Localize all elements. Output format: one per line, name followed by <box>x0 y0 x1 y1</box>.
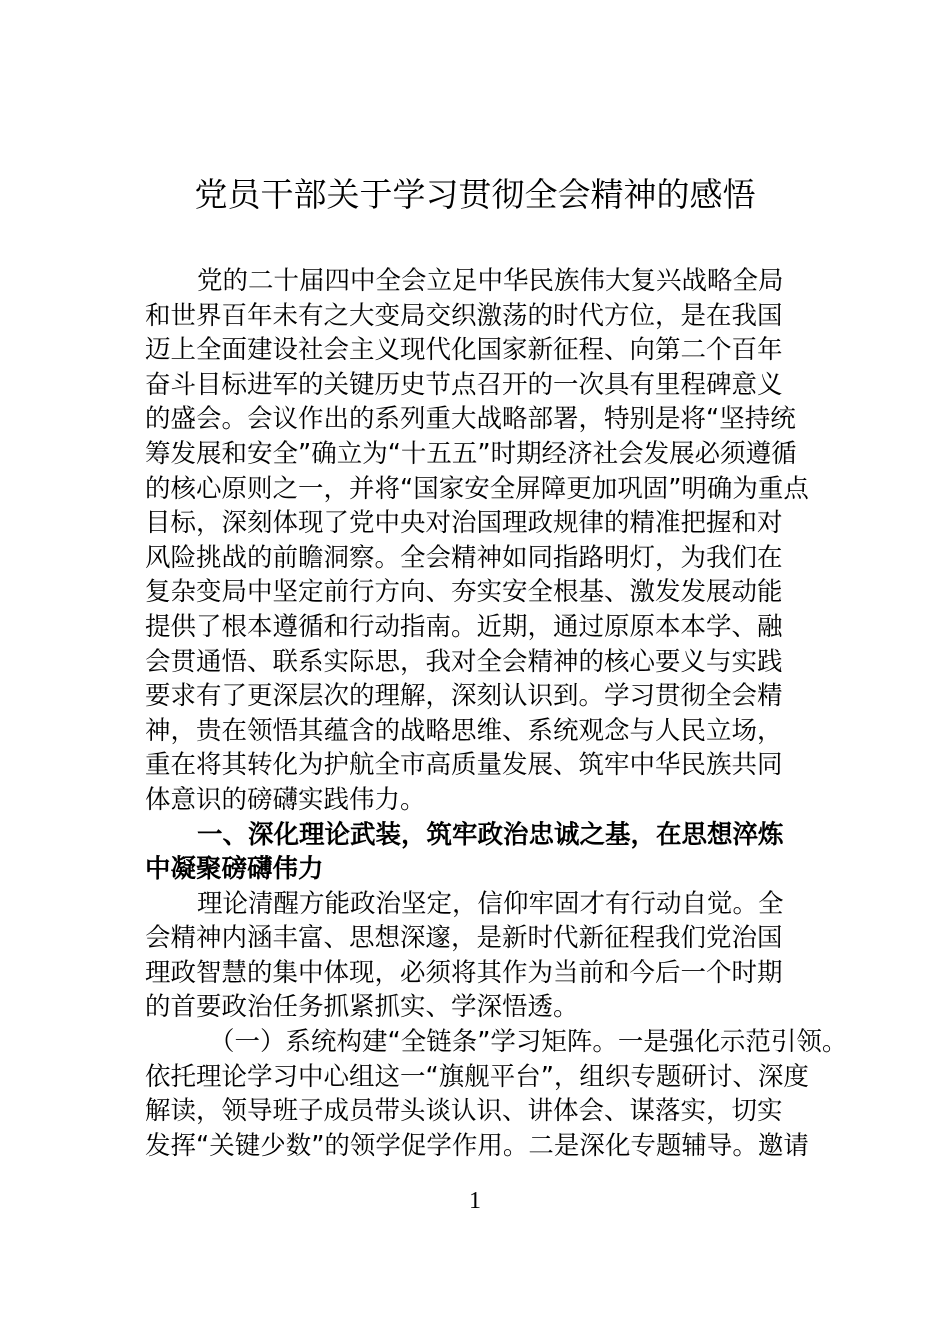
body-line: 依托理论学习中心组这一“旗舰平台”，组织专题研讨、深度 <box>145 1061 809 1092</box>
body-line: 理论清醒方能政治坚定，信仰牢固才有行动自觉。全 <box>197 888 784 919</box>
body-line: 奋斗目标进军的关键历史节点召开的一次具有里程碑意义 <box>145 369 783 400</box>
body-line: 党的二十届四中全会立足中华民族伟大复兴战略全局 <box>197 266 784 296</box>
document-body <box>145 264 848 1163</box>
body-line: 风险挑战的前瞻洞察。全会精神如同指路明灯，为我们在 <box>145 542 783 573</box>
section-heading-line: 一、深化理论武装，筑牢政治忠诚之基，在思想淬炼 <box>197 819 784 850</box>
body-line: 要求有了更深层次的理解，深刻认识到。学习贯彻全会精 <box>145 681 783 712</box>
body-line: 提供了根本遵循和行动指南。近期，通过原原本本学、融 <box>145 611 783 642</box>
body-line: 体意识的磅礴实践伟力。 <box>145 784 426 815</box>
body-line: 目标，深刻体现了党中央对治国理政规律的精准把握和对 <box>145 508 783 539</box>
body-line: 会精神内涵丰富、思想深邃，是新时代新征程我们党治国 <box>145 923 783 954</box>
body-line: 解读，领导班子成员带头谈认识、讲体会、谋落实，切实 <box>145 1096 783 1127</box>
body-line: 重在将其转化为护航全市高质量发展、筑牢中华民族共同 <box>145 750 783 781</box>
body-line: 筹发展和安全”确立为“十五五”时期经济社会发展必须遵循 <box>145 438 797 469</box>
body-line: 的盛会。会议作出的系列重大战略部署，特别是将“坚持统 <box>145 404 796 435</box>
document-title: 党员干部关于学习贯彻全会精神的感悟 <box>194 175 756 214</box>
body-line: 会贯通悟、联系实际思，我对全会精神的核心要义与实践 <box>145 646 783 677</box>
subsection-line: （一）系统构建“全链条”学习矩阵。一是强化示范引领。 <box>209 1027 848 1058</box>
section-heading-line: 中凝聚磅礴伟力 <box>145 854 324 885</box>
body-line: 的首要政治任务抓紧抓实、学深悟透。 <box>145 992 579 1023</box>
body-line: 的核心原则之一，并将“国家安全屏障更加巩固”明确为重点 <box>145 473 809 504</box>
page-number: 1 <box>469 1188 481 1214</box>
body-line: 迈上全面建设社会主义现代化国家新征程、向第二个百年 <box>145 335 783 366</box>
body-line: 神，贵在领悟其蕴含的战略思维、系统观念与人民立场， <box>145 715 783 746</box>
body-line: 和世界百年未有之大变局交织激荡的时代方位，是在我国 <box>145 300 783 331</box>
body-line: 发挥“关键少数”的领学促学作用。二是深化专题辅导。邀请 <box>145 1130 809 1161</box>
body-line: 复杂变局中坚定前行方向、夯实安全根基、激发发展动能 <box>145 577 783 608</box>
body-line: 理政智慧的集中体现，必须将其作为当前和今后一个时期 <box>145 957 783 988</box>
